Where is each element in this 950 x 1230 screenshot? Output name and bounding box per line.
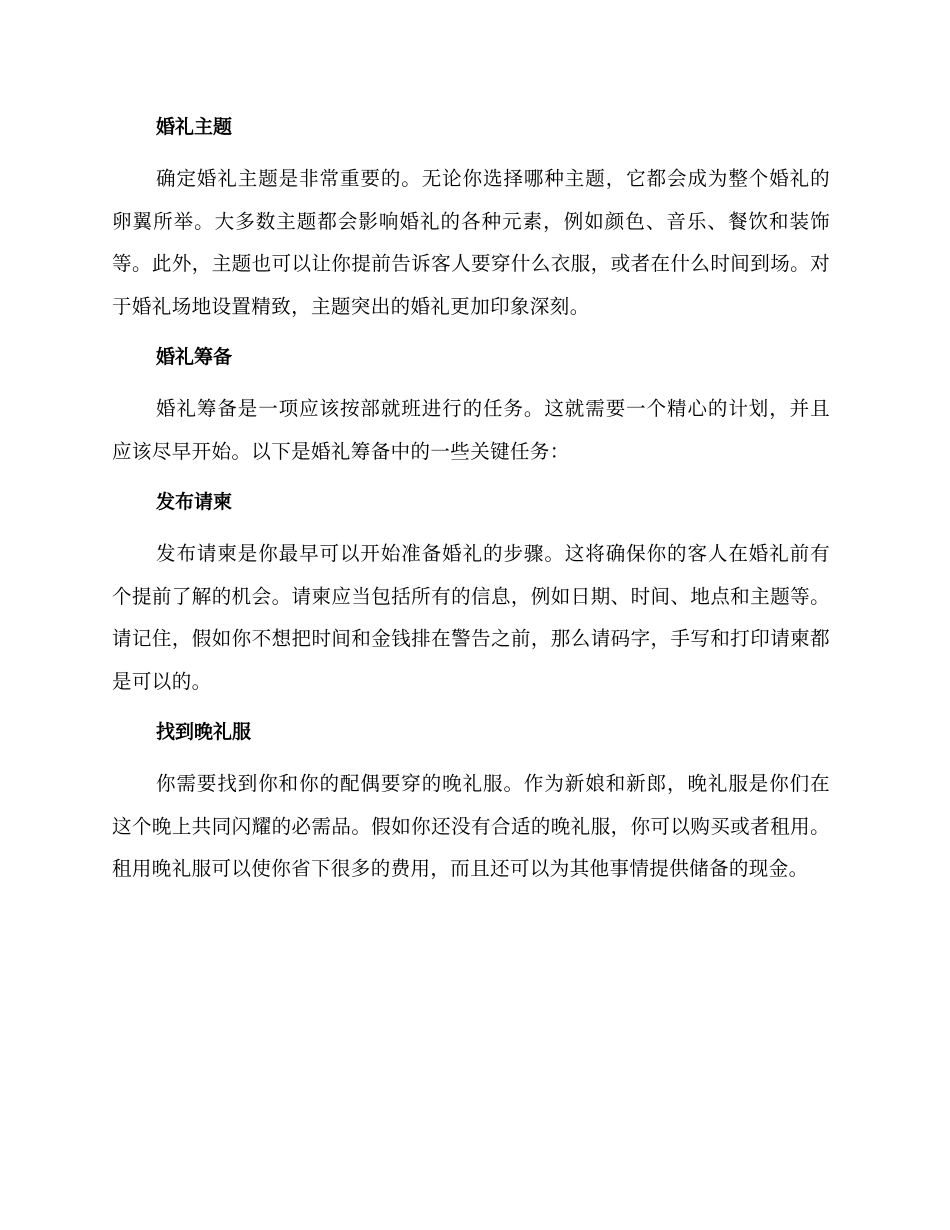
section-heading-find-evening-wear: 找到晚礼服 — [156, 721, 252, 743]
section-heading-wedding-theme: 婚礼主题 — [156, 116, 233, 138]
paragraph-wedding-preparation: 婚礼筹备是一项应该按部就班进行的任务。这就需要一个精心的计划，并且应该尽早开始。以下是婚礼筹备中的一些关键任务： — [112, 397, 830, 463]
section-heading-send-invitations: 发布请柬 — [156, 491, 233, 513]
document-body — [112, 108, 830, 891]
paragraph-wedding-theme: 确定婚礼主题是非常重要的。无论你选择哪种主题，它都会成为整个婚礼的卵翼所举。大多数主题都会影响婚礼的各种元素，例如颜色、音乐、餐饮和装饰等。此外，主题也可以让你提前告诉客人要穿什么衣服，或者在什么时间到场。对于婚礼场地设置精致，主题突出的婚礼更加印象深刻。 — [112, 167, 830, 318]
paragraph-find-evening-wear: 你需要找到你和你的配偶要穿的晚礼服。作为新娘和新郎，晚礼服是你们在这个晚上共同闪耀的必需品。假如你还没有合适的晚礼服，你可以购买或者租用。租用晚礼服可以使你省下很多的费用，而且还可以为其他事情提供储备的现金。 — [112, 772, 830, 880]
paragraph-send-invitations: 发布请柬是你最早可以开始准备婚礼的步骤。这将确保你的客人在婚礼前有个提前了解的机会。请柬应当包括所有的信息，例如日期、时间、地点和主题等。请记住，假如你不想把时间和金钱排在警告之前，那么请码字，手写和打印请柬都是可以的。 — [112, 542, 830, 693]
section-heading-wedding-preparation: 婚礼筹备 — [156, 346, 233, 368]
